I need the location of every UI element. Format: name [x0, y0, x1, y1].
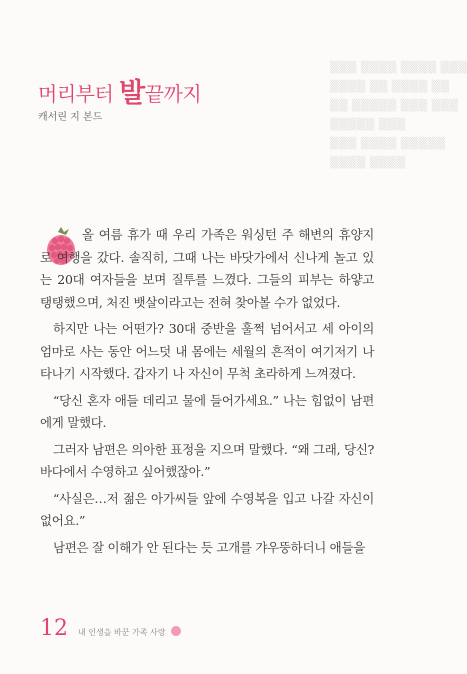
page-footer — [40, 616, 181, 641]
paragraph: “사실은…저 젊은 아가씨들 앞에 수영복을 입고 나갈 자신이 없어요.” — [40, 490, 374, 528]
running-title: 내 인생을 바꾼 가족 사랑 — [78, 628, 166, 637]
title-emphasis: 발 — [119, 78, 145, 109]
paragraph: 그러자 남편은 의아한 표정을 지으며 말했다. “왜 그래, 당신? 바다에서 수영하고 싶어했잖아.” — [40, 441, 374, 479]
bleed-through-text: ▒▒▒ ▒▒▒▒ ▒▒▒▒ ▒▒▒ ▒▒▒▒ ▒▒ ▒▒▒▒ ▒▒ ▒▒ ▒▒▒▒▒ ▒▒▒ ▒▒▒ ▒▒▒▒▒ ▒▒▒ ▒▒▒ ▒▒▒▒ ▒▒▒▒▒ ▒▒▒▒ ▒▒▒▒ — [330, 61, 467, 169]
title-suffix: 끝까지 — [144, 82, 202, 106]
paragraph: “당신 혼자 애들 데리고 물에 들어가세요.” 나는 힘없이 남편에게 말했다. — [40, 392, 374, 430]
chapter-title — [38, 70, 201, 109]
paragraph: 하지만 나는 어떤가? 30대 중반을 훌쩍 넘어서고 세 아이의 엄마로 사는 동안 어느덧 내 몸에는 세월의 흔적이 여기저기 나타나기 시작했다. 갑자기 나 자신이 무척 초라하게 느껴졌다. — [40, 321, 374, 381]
flower-icon — [171, 626, 181, 636]
author-name: 캐서린 지 본드 — [38, 112, 103, 123]
page-number: 12 — [40, 616, 68, 641]
title-prefix: 머리부터 — [38, 82, 120, 106]
paragraph: 남편은 잘 이해가 안 된다는 듯 고개를 갸우뚱하더니 애들을 — [53, 539, 365, 555]
body-text — [40, 224, 374, 563]
paragraph: 올 여름 휴가 때 우리 가족은 워싱턴 주 해변의 휴양지로 여행을 갔다. 솔직히, 그때 나는 바닷가에서 신나게 놀고 있는 20대 여자들을 보며 질투를 느꼈다. 그들의 피부는 하얗고 탱탱했으며, 처진 뱃살이라고는 전혀 찾아볼 수가 없었다. — [40, 227, 374, 310]
